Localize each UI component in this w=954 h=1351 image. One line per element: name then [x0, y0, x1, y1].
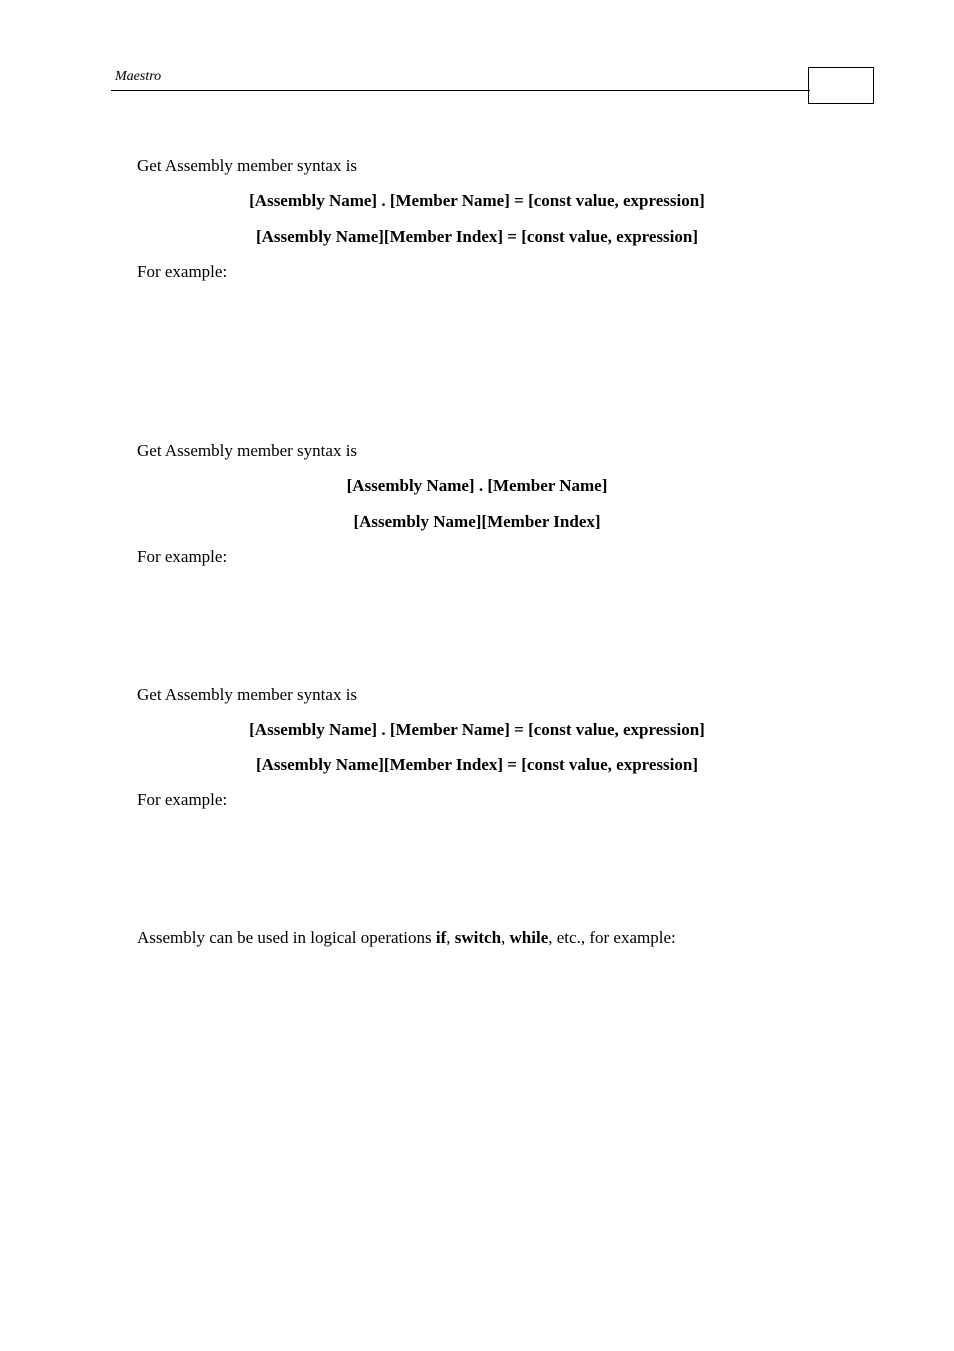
section-1-syntax-line-1: [Assembly Name] . [Member Name] = [const value, expression] [249, 191, 705, 210]
section-3-intro: Get Assembly member syntax is [137, 685, 358, 704]
keyword-if: if [435, 928, 447, 947]
section-2-intro: Get Assembly member syntax is [137, 441, 358, 460]
keyword-while: while [509, 928, 549, 947]
section-1-intro: Get Assembly member syntax is [137, 156, 358, 175]
section-3-syntax-line-2: [Assembly Name][Member Index] = [const value, expression] [255, 755, 699, 774]
section-2-example-label: For example: [137, 547, 228, 566]
running-header-title: Maestro [115, 69, 162, 84]
header-rule [111, 90, 810, 91]
section-2-syntax-line-2: [Assembly Name][Member Index] [353, 512, 601, 531]
page-number-box [808, 67, 874, 104]
section-3-example-label: For example: [137, 790, 228, 809]
section-3-syntax-line-1: [Assembly Name] . [Member Name] = [const value, expression] [249, 720, 705, 739]
keyword-switch: switch [454, 928, 502, 947]
section-1-syntax-line-2: [Assembly Name][Member Index] = [const value, expression] [255, 227, 699, 246]
section-1-example-label: For example: [137, 262, 228, 281]
logical-operations-paragraph: Assembly can be used in logical operations if, switch, while, etc., for example: [137, 928, 676, 947]
section-2-syntax-line-1: [Assembly Name] . [Member Name] [346, 476, 608, 495]
